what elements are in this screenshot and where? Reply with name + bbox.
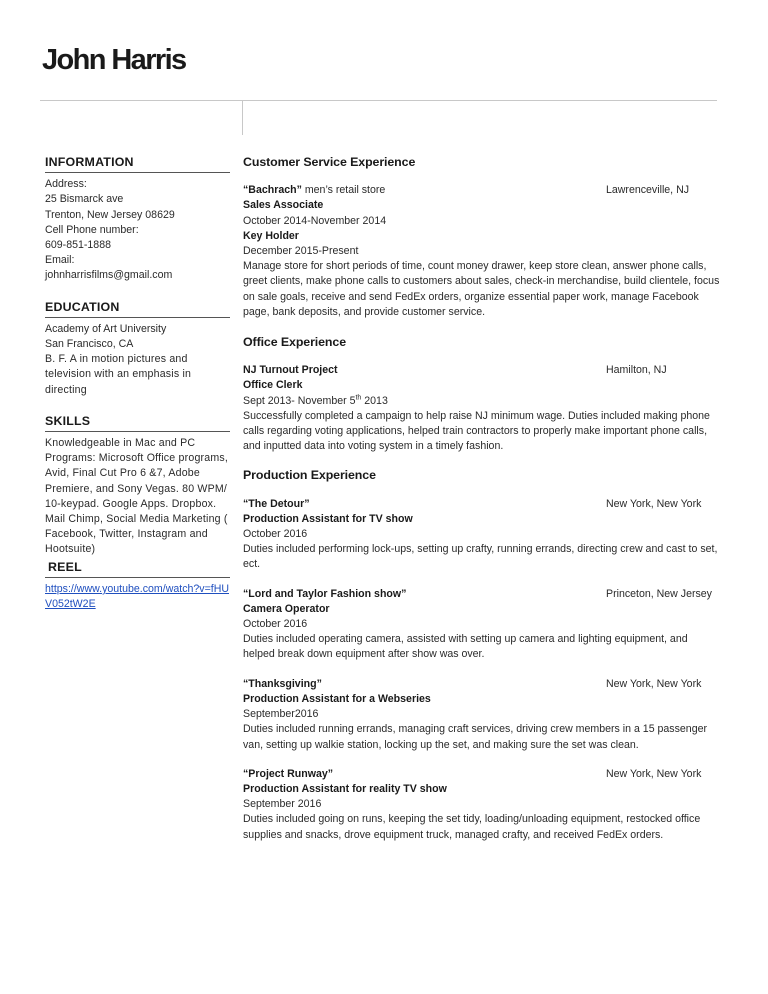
job-entry [243,183,720,320]
job-description: Duties included running errands, managing craft services, driving crew members in a 15 passenger van, setting up walkie station, locking up the set, and making sure the set was clean. [243,723,707,751]
job-location: Princeton, New Jersey [606,587,712,600]
job-role: Sales Associate [243,199,324,212]
job-entry [243,677,720,753]
job-entry [243,497,720,573]
job-title: “The Detour” [243,497,310,510]
production-heading: Production Experience [243,468,376,483]
job-role: Key Holder [243,229,299,242]
info-line: 25 Bismarck ave [45,193,124,206]
reel-section [45,560,230,613]
job-dates: October 2014-November 2014 [243,214,387,227]
info-line: Cell Phone number: [45,223,139,236]
information-heading: INFORMATION [45,155,230,173]
info-line: 609-851-1888 [45,239,111,252]
job-entry [243,767,720,843]
job-title: “Thanksgiving” [243,677,322,690]
job-role: Camera Operator [243,602,330,615]
job-header [243,183,720,198]
info-line: Email: [45,254,75,267]
job-header [243,677,720,692]
job-dates: October 2016 [243,528,308,541]
job-description: Manage store for short periods of time, count money drawer, keep store clean, answer phone calls, greet clients, make phone calls to customers about sales, check-in merchandise, build clientele, focus on sale goals, receive and send FedEx orders, organize essential paper work, manage Facebook page, bank deposits, and provide customer service. [243,260,720,318]
education-section [45,300,230,398]
job-role: Production Assistant for reality TV show [243,782,447,795]
job-location: Hamilton, NJ [606,364,667,377]
job-title: “Lord and Taylor Fashion show” [243,587,407,600]
job-company: “Bachrach” [243,184,302,197]
job-location: New York, New York [606,767,702,780]
left-column [45,155,230,628]
skills-text: Knowledgeable in Mac and PC Programs: Microsoft Office programs, Avid, Final Cut Pro 6 &7, Adobe Premiere, and Sony Vegas. 80 WPM/ 10-keypad. Google Apps. Dropbox. Mail Chimp, Social Media Marketing ( Facebook, Twitter, Instagram and Hootsuite) [45,437,229,556]
job-dates: September 2016 [243,798,322,811]
job-title: “Project Runway” [243,767,334,780]
right-column [243,155,720,857]
job-role: Production Assistant for a Webseries [243,692,431,705]
job-description: Duties included going on runs, keeping the set tidy, loading/unloading equipment, restocked office supplies and snacks, drove equipment truck, managed crafty, and received FedEx orders. [243,813,701,841]
information-section [45,155,230,284]
column-divider [242,101,243,135]
customer-service-heading: Customer Service Experience [243,155,416,169]
reel-link[interactable]: https://www.youtube.com/watch?v=fHUV052tW2E [45,582,229,611]
email-address: johnharrisfilms@gmail.com [45,269,173,282]
skills-section [45,414,230,558]
skills-heading: SKILLS [45,414,230,432]
job-dates: October 2016 [243,618,308,631]
job-description: Successfully completed a campaign to help raise NJ minimum wage. Duties included making phone calls regarding voting applications, helped train contractors to properly make important phone calls, and inputted data into voting system in a timely fashion. [243,409,710,453]
education-line: San Francisco, CA [45,338,134,351]
header-divider [40,100,717,101]
job-dates: September2016 [243,708,319,721]
job-entry [243,363,720,454]
job-description: Duties included performing lock-ups, setting up crafty, running errands, directing crew and cast to set, ect. [243,543,718,571]
job-role: Office Clerk [243,379,303,392]
job-dates-a: Sept 2013- November 5 [243,394,356,407]
office-heading: Office Experience [243,335,346,350]
job-header [243,767,720,782]
job-dates [243,394,720,409]
job-dates-sup: th [355,394,362,402]
info-line: Address: [45,178,87,191]
job-location: Lawrenceville, NJ [606,184,690,197]
job-dates-b: 2013 [361,394,388,407]
info-line: Trenton, New Jersey 08629 [45,208,175,221]
education-line: Academy of Art University [45,322,167,335]
resume-name: John Harris [42,44,186,76]
job-description: Duties included operating camera, assisted with setting up camera and lighting equipment, and helped break down equipment after show was over. [243,633,688,661]
job-role: Production Assistant for TV show [243,512,413,525]
reel-heading: REEL [45,560,230,578]
job-header [243,587,720,602]
job-header [243,497,720,512]
job-entry [243,587,720,663]
job-location: New York, New York [606,497,702,510]
job-dates: December 2015-Present [243,245,359,258]
job-location: New York, New York [606,677,702,690]
education-line: B. F. A in motion pictures and television with an emphasis in directing [45,353,192,396]
job-company: NJ Turnout Project [243,364,338,377]
job-company-desc: men’s retail store [301,184,386,197]
education-heading: EDUCATION [45,300,230,318]
job-header [243,363,720,378]
